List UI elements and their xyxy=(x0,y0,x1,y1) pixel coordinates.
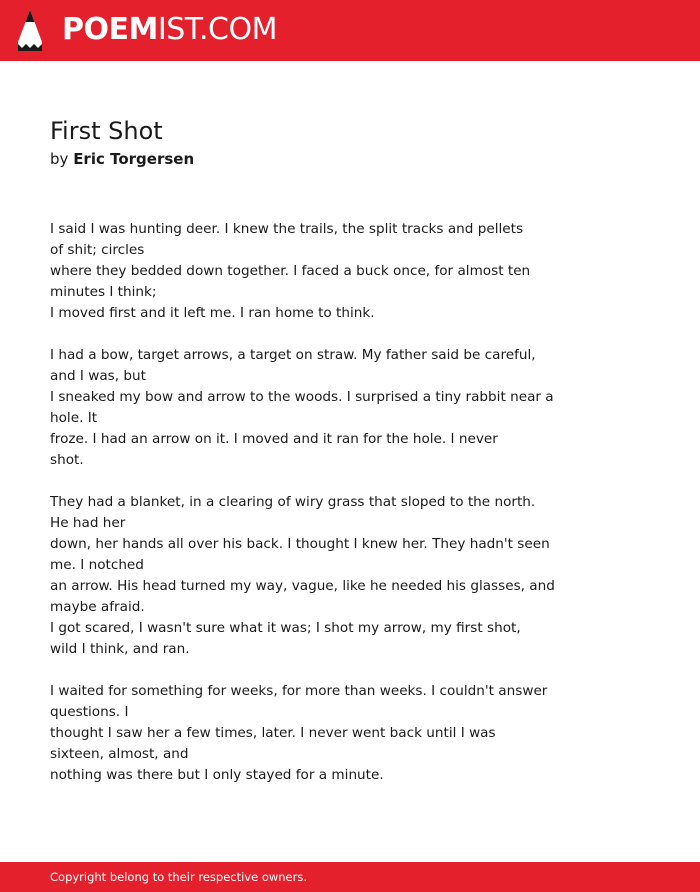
poem-stanza xyxy=(50,345,610,471)
poem-line: froze. I had an arrow on it. I moved and it ran for the hole. I never xyxy=(50,431,498,447)
site-footer xyxy=(0,862,700,892)
poem-stanza xyxy=(50,492,610,660)
poem-title: First Shot xyxy=(50,117,163,145)
poem-line: maybe afraid. xyxy=(50,599,145,615)
site-logo[interactable] xyxy=(62,13,277,47)
poem-byline xyxy=(50,149,194,169)
author-name: Eric Torgersen xyxy=(73,150,195,168)
poem-line: shot. xyxy=(50,452,84,468)
poem-line: nothing was there but I only stayed for a minute. xyxy=(50,767,384,783)
poem-line: I sneaked my bow and arrow to the woods. I surprised a tiny rabbit near a xyxy=(50,389,554,405)
copyright-text: Copyright belong to their respective owners. xyxy=(50,870,308,884)
poem-line: wild I think, and ran. xyxy=(50,641,190,657)
logo-text-bold: POEM xyxy=(62,12,158,47)
poem-line: I waited for something for weeks, for more than weeks. I couldn't answer xyxy=(50,683,548,699)
poem-line: and I was, but xyxy=(50,368,146,384)
poem-line: thought I saw her a few times, later. I never went back until I was xyxy=(50,725,496,741)
poem-line: questions. I xyxy=(50,704,129,720)
poem-line: hole. It xyxy=(50,410,98,426)
poem-line: sixteen, almost, and xyxy=(50,746,189,762)
poem-line: I got scared, I wasn't sure what it was; I shot my arrow, my first shot, xyxy=(50,620,521,636)
poem-line: of shit; circles xyxy=(50,242,145,258)
poem-line: I moved first and it left me. I ran home to think. xyxy=(50,305,375,321)
poem-line: I said I was hunting deer. I knew the trails, the split tracks and pellets xyxy=(50,221,524,237)
poem-line: an arrow. His head turned my way, vague, like he needed his glasses, and xyxy=(50,578,555,594)
poem-line: down, her hands all over his back. I thought I knew her. They hadn't seen xyxy=(50,536,550,552)
poem-line: me. I notched xyxy=(50,557,144,573)
poem-stanza xyxy=(50,219,610,324)
poem-stanza xyxy=(50,681,610,786)
poem-line: where they bedded down together. I faced a buck once, for almost ten xyxy=(50,263,531,279)
poem-line: He had her xyxy=(50,515,126,531)
by-label: by xyxy=(50,150,69,168)
poem-body xyxy=(50,219,610,807)
pencil-tip-icon[interactable] xyxy=(18,10,42,51)
poem-line: I had a bow, target arrows, a target on straw. My father said be careful, xyxy=(50,347,536,363)
poem-line: minutes I think; xyxy=(50,284,157,300)
site-header xyxy=(0,0,700,61)
poem-line: They had a blanket, in a clearing of wiry grass that sloped to the north. xyxy=(50,494,536,510)
logo-text-light: IST.COM xyxy=(157,12,277,47)
